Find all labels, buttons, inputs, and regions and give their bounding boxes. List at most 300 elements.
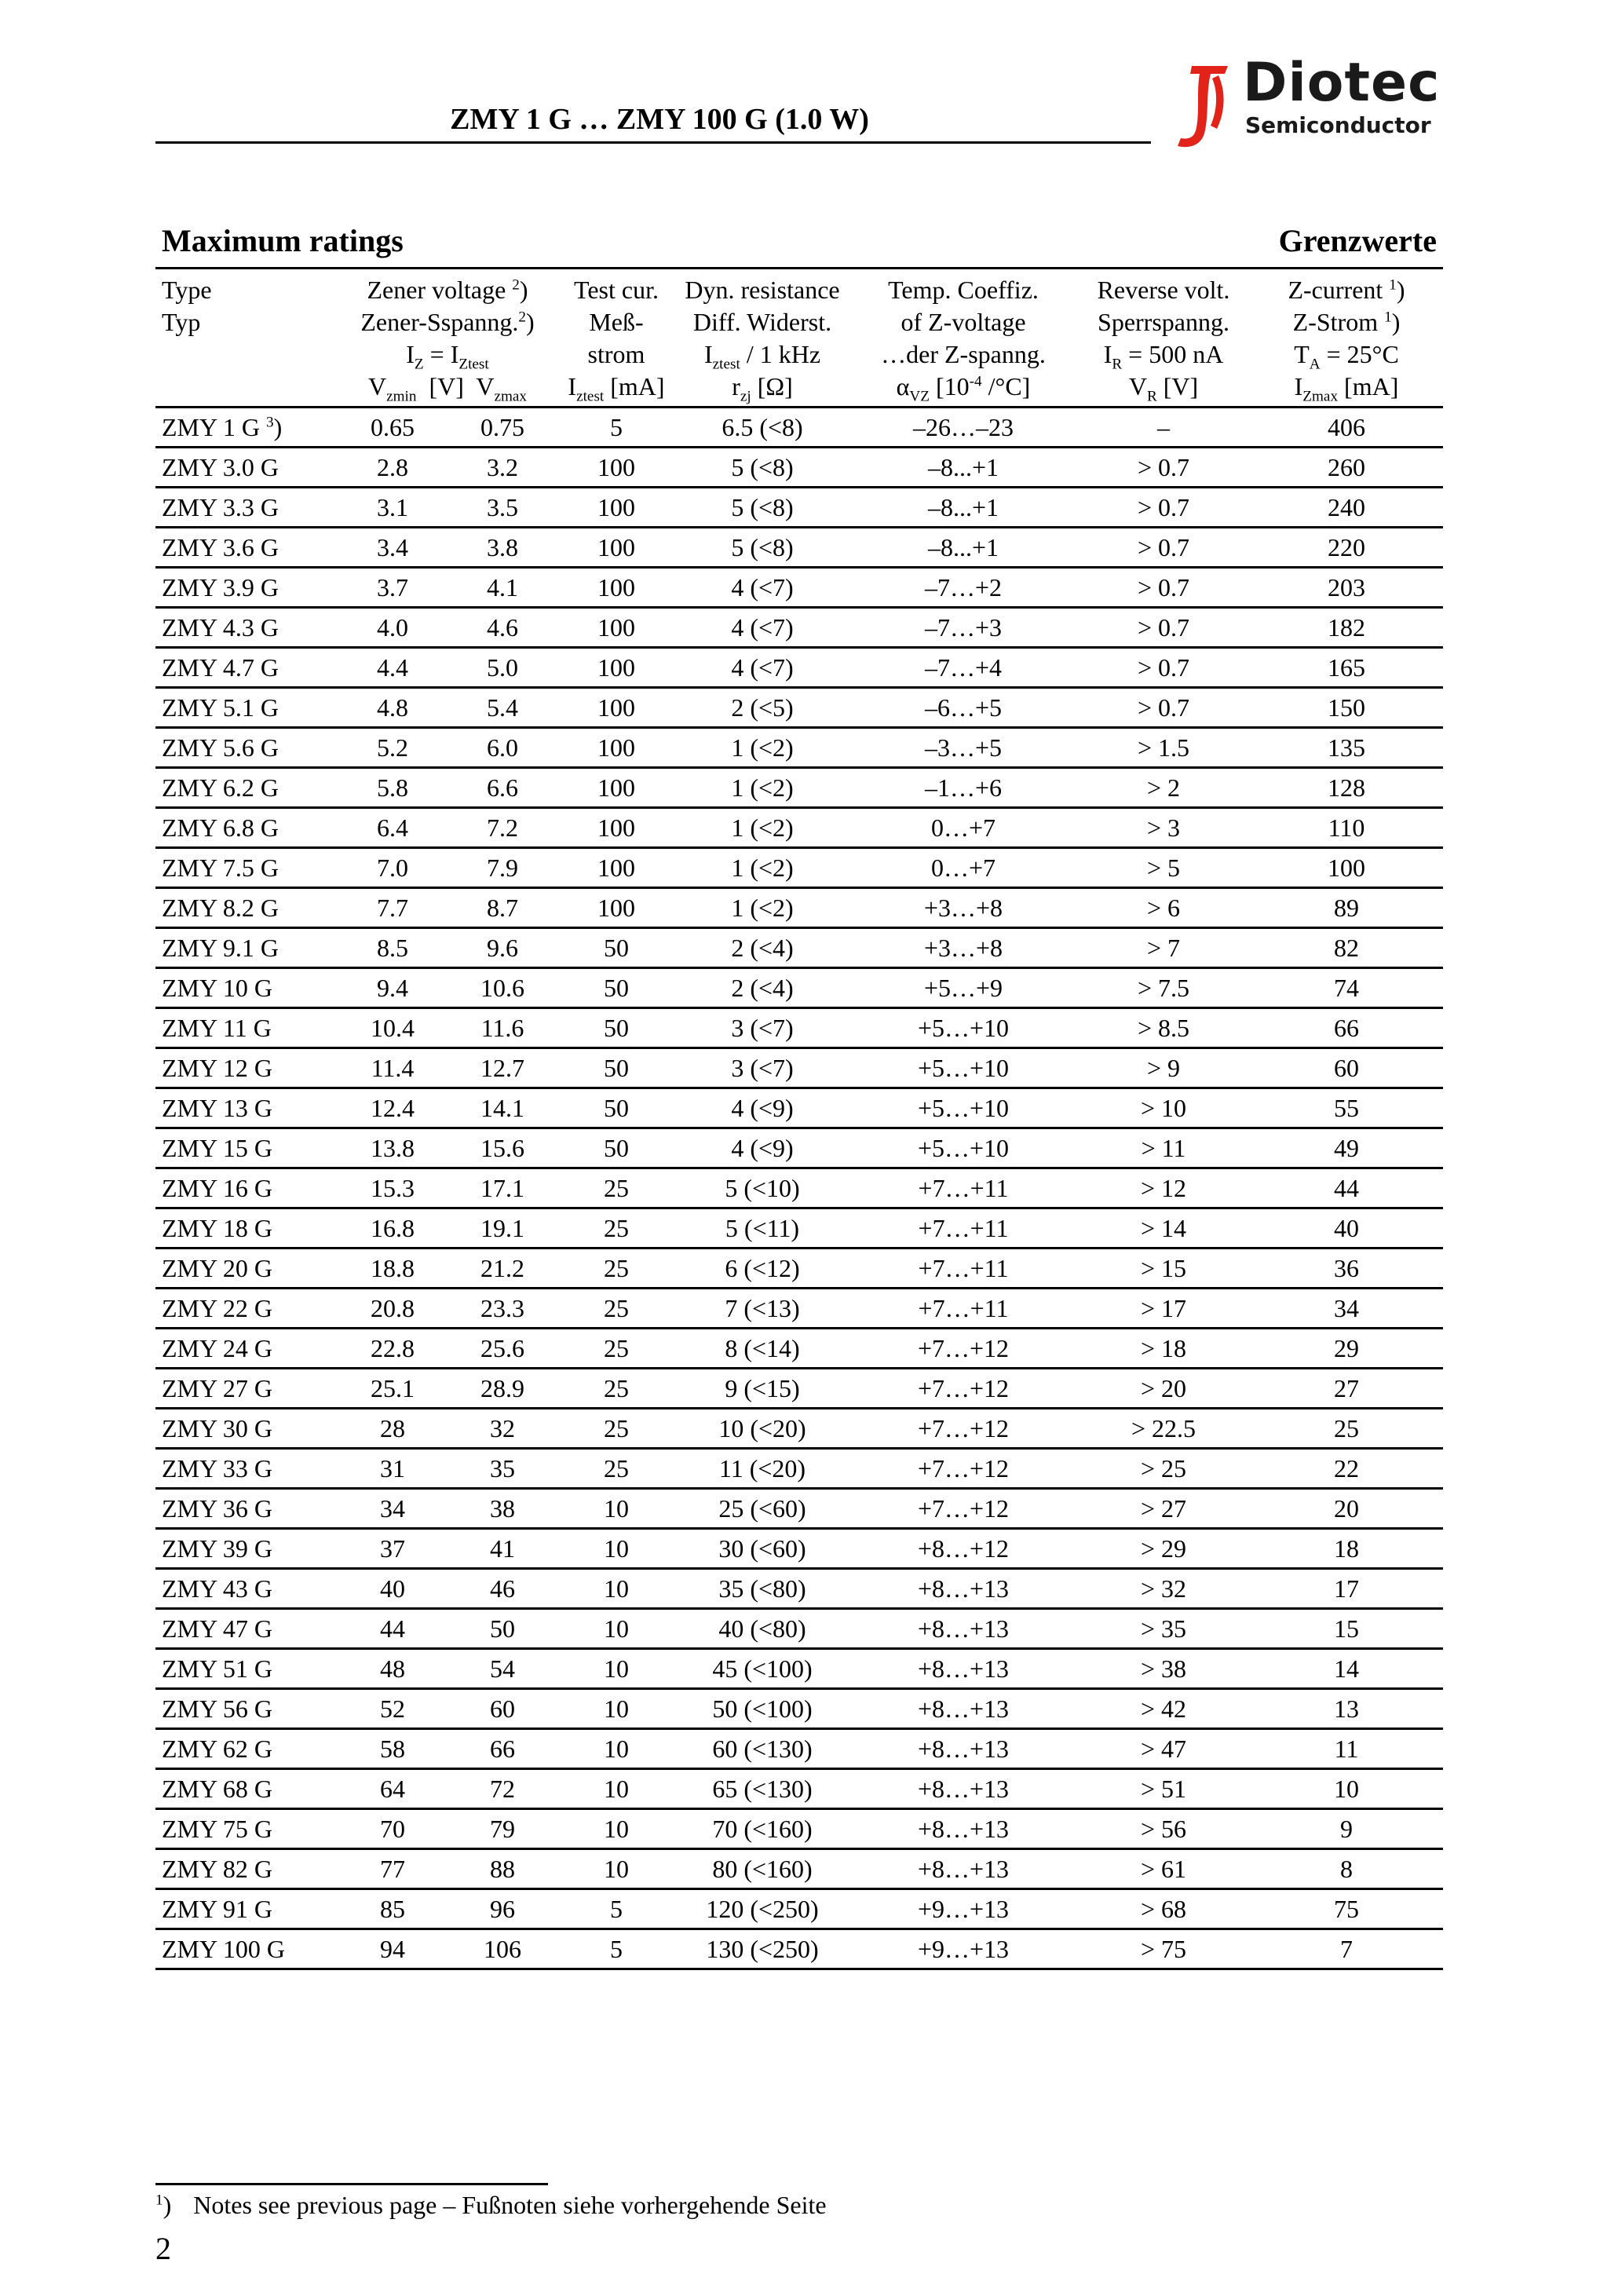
table-row (155, 448, 1443, 488)
cell-temp-coeff: –7…+4 (849, 648, 1077, 688)
cell-vz-min: 40 (338, 1569, 448, 1609)
cell-z-current: 406 (1250, 408, 1443, 448)
cell-vz-min: 48 (338, 1649, 448, 1689)
header-rev-units: $V_R$ [V] (1128, 372, 1199, 405)
cell-vz-min: 9.4 (338, 968, 448, 1008)
cell-test-current: 10 (557, 1849, 675, 1889)
cell-vz-max: 8.7 (448, 888, 557, 928)
header-dyn-condition: $I_{ztest} / 1$ kHz (703, 340, 821, 373)
cell-z-current: 44 (1250, 1168, 1443, 1208)
cell-reverse-voltage: > 5 (1077, 848, 1250, 888)
cell-vz-min: 0.65 (338, 408, 448, 448)
header-test-en: Test cur. (574, 276, 659, 304)
cell-type: ZMY 3.0 G (155, 448, 338, 488)
cell-type: ZMY 75 G (155, 1809, 338, 1849)
cell-reverse-voltage: > 15 (1077, 1249, 1250, 1289)
table-row (155, 568, 1443, 608)
cell-dyn-resistance: 10 (<20) (675, 1409, 849, 1449)
cell-vz-max: 6.0 (448, 728, 557, 768)
cell-z-current: 66 (1250, 1008, 1443, 1048)
header-zener-de: Zener-Sspanng.$^2$) (360, 308, 535, 336)
cell-vz-max: 3.8 (448, 528, 557, 568)
cell-z-current: 36 (1250, 1249, 1443, 1289)
cell-z-current: 8 (1250, 1849, 1443, 1889)
cell-z-current: 182 (1250, 608, 1443, 648)
header-z-current (1250, 269, 1443, 408)
cell-vz-min: 70 (338, 1809, 448, 1849)
cell-temp-coeff: +3…+8 (849, 888, 1077, 928)
cell-type: ZMY 68 G (155, 1769, 338, 1809)
cell-dyn-resistance: 2 (<5) (675, 688, 849, 728)
cell-temp-coeff: 0…+7 (849, 808, 1077, 848)
table-row (155, 1689, 1443, 1729)
cell-vz-max: 6.6 (448, 768, 557, 808)
cell-temp-coeff: +7…+11 (849, 1249, 1077, 1289)
cell-test-current: 10 (557, 1769, 675, 1809)
cell-vz-min: 28 (338, 1409, 448, 1449)
cell-z-current: 11 (1250, 1729, 1443, 1769)
header-rev-condition: $I_R = 500$ nA (1103, 340, 1224, 373)
cell-dyn-resistance: 1 (<2) (675, 728, 849, 768)
cell-dyn-resistance: 5 (<10) (675, 1168, 849, 1208)
cell-vz-max: 32 (448, 1409, 557, 1449)
cell-z-current: 55 (1250, 1088, 1443, 1128)
cell-reverse-voltage: > 32 (1077, 1569, 1250, 1609)
cell-reverse-voltage: > 68 (1077, 1889, 1250, 1929)
cell-z-current: 135 (1250, 728, 1443, 768)
cell-vz-min: 3.1 (338, 488, 448, 528)
cell-reverse-voltage: > 2 (1077, 768, 1250, 808)
cell-vz-min: 18.8 (338, 1249, 448, 1289)
cell-dyn-resistance: 4 (<7) (675, 608, 849, 648)
cell-vz-max: 19.1 (448, 1208, 557, 1249)
cell-type: ZMY 82 G (155, 1849, 338, 1889)
cell-temp-coeff: –26…–23 (849, 408, 1077, 448)
cell-z-current: 17 (1250, 1569, 1443, 1609)
cell-vz-max: 5.4 (448, 688, 557, 728)
cell-vz-max: 66 (448, 1729, 557, 1769)
cell-dyn-resistance: 5 (<11) (675, 1208, 849, 1249)
cell-test-current: 25 (557, 1409, 675, 1449)
cell-vz-max: 7.2 (448, 808, 557, 848)
cell-dyn-resistance: 45 (<100) (675, 1649, 849, 1689)
cell-reverse-voltage: > 0.7 (1077, 688, 1250, 728)
cell-vz-min: 20.8 (338, 1289, 448, 1329)
cell-test-current: 100 (557, 888, 675, 928)
cell-reverse-voltage: > 0.7 (1077, 488, 1250, 528)
cell-type: ZMY 47 G (155, 1609, 338, 1649)
cell-z-current: 40 (1250, 1208, 1443, 1249)
cell-vz-max: 10.6 (448, 968, 557, 1008)
cell-vz-max: 4.1 (448, 568, 557, 608)
cell-test-current: 10 (557, 1729, 675, 1769)
cell-type: ZMY 24 G (155, 1329, 338, 1369)
cell-z-current: 110 (1250, 808, 1443, 848)
cell-z-current: 29 (1250, 1329, 1443, 1369)
cell-vz-max: 60 (448, 1689, 557, 1729)
cell-test-current: 100 (557, 528, 675, 568)
cell-temp-coeff: +8…+13 (849, 1609, 1077, 1649)
cell-type: ZMY 4.3 G (155, 608, 338, 648)
cell-dyn-resistance: 40 (<80) (675, 1609, 849, 1649)
cell-temp-coeff: 0…+7 (849, 848, 1077, 888)
cell-test-current: 5 (557, 1929, 675, 1969)
cell-type: ZMY 6.8 G (155, 808, 338, 848)
header-temp-coeff (849, 269, 1077, 408)
table-row (155, 688, 1443, 728)
cell-temp-coeff: +8…+13 (849, 1729, 1077, 1769)
cell-vz-max: 9.6 (448, 928, 557, 968)
header-dyn-units: $r_{zj}$ [Ω] (732, 372, 793, 405)
cell-z-current: 20 (1250, 1489, 1443, 1529)
cell-dyn-resistance: 8 (<14) (675, 1329, 849, 1369)
table-row (155, 1128, 1443, 1168)
cell-reverse-voltage: > 35 (1077, 1609, 1250, 1649)
cell-dyn-resistance: 130 (<250) (675, 1929, 849, 1969)
cell-reverse-voltage: > 9 (1077, 1048, 1250, 1088)
cell-reverse-voltage: > 0.7 (1077, 568, 1250, 608)
cell-type: ZMY 56 G (155, 1689, 338, 1729)
cell-temp-coeff: +8…+12 (849, 1529, 1077, 1569)
table-row (155, 1769, 1443, 1809)
cell-vz-max: 15.6 (448, 1128, 557, 1168)
cell-type: ZMY 20 G (155, 1249, 338, 1289)
cell-vz-min: 10.4 (338, 1008, 448, 1048)
cell-z-current: 89 (1250, 888, 1443, 928)
cell-dyn-resistance: 120 (<250) (675, 1889, 849, 1929)
header-dyn-en: Dyn. resistance (685, 276, 840, 304)
cell-dyn-resistance: 25 (<60) (675, 1489, 849, 1529)
cell-temp-coeff: –1…+6 (849, 768, 1077, 808)
cell-temp-coeff: –7…+3 (849, 608, 1077, 648)
header-zcur-de: Z-Strom $^1$) (1292, 308, 1401, 336)
cell-reverse-voltage: > 22.5 (1077, 1409, 1250, 1449)
cell-temp-coeff: +9…+13 (849, 1929, 1077, 1969)
cell-vz-min: 5.2 (338, 728, 448, 768)
cell-reverse-voltage: > 61 (1077, 1849, 1250, 1889)
cell-temp-coeff: +7…+12 (849, 1409, 1077, 1449)
cell-dyn-resistance: 2 (<4) (675, 928, 849, 968)
cell-dyn-resistance: 6.5 (<8) (675, 408, 849, 448)
cell-temp-coeff: +7…+12 (849, 1329, 1077, 1369)
cell-temp-coeff: +3…+8 (849, 928, 1077, 968)
cell-dyn-resistance: 30 (<60) (675, 1529, 849, 1569)
cell-temp-coeff: +8…+13 (849, 1769, 1077, 1809)
table-row (155, 1168, 1443, 1208)
cell-vz-min: 3.7 (338, 568, 448, 608)
cell-reverse-voltage: – (1077, 408, 1250, 448)
cell-vz-min: 77 (338, 1849, 448, 1889)
cell-vz-min: 7.0 (338, 848, 448, 888)
cell-dyn-resistance: 2 (<4) (675, 968, 849, 1008)
cell-z-current: 203 (1250, 568, 1443, 608)
cell-test-current: 25 (557, 1369, 675, 1409)
cell-vz-max: 25.6 (448, 1329, 557, 1369)
cell-temp-coeff: +8…+13 (849, 1849, 1077, 1889)
table-row (155, 528, 1443, 568)
table-row (155, 648, 1443, 688)
row-note-mark: 3 (266, 414, 274, 431)
table-row (155, 1208, 1443, 1249)
cell-vz-min: 6.4 (338, 808, 448, 848)
cell-test-current: 10 (557, 1489, 675, 1529)
cell-reverse-voltage: > 14 (1077, 1208, 1250, 1249)
cell-dyn-resistance: 35 (<80) (675, 1569, 849, 1609)
table-row (155, 1289, 1443, 1329)
cell-type: ZMY 22 G (155, 1289, 338, 1329)
cell-vz-min: 85 (338, 1889, 448, 1929)
section-title-de: Grenzwerte (1278, 223, 1437, 258)
cell-test-current: 50 (557, 1088, 675, 1128)
cell-dyn-resistance: 4 (<7) (675, 648, 849, 688)
cell-vz-min: 5.8 (338, 768, 448, 808)
cell-vz-max: 79 (448, 1809, 557, 1849)
header-temp-en-2: of Z-voltage (901, 308, 1026, 336)
cell-dyn-resistance: 6 (<12) (675, 1249, 849, 1289)
cell-dyn-resistance: 4 (<9) (675, 1088, 849, 1128)
table-row (155, 1249, 1443, 1289)
cell-vz-min: 25.1 (338, 1369, 448, 1409)
cell-temp-coeff: +7…+11 (849, 1168, 1077, 1208)
table-row (155, 1369, 1443, 1409)
cell-dyn-resistance: 7 (<13) (675, 1289, 849, 1329)
cell-vz-min: 94 (338, 1929, 448, 1969)
cell-vz-min: 11.4 (338, 1048, 448, 1088)
cell-reverse-voltage: > 18 (1077, 1329, 1250, 1369)
cell-reverse-voltage: > 27 (1077, 1489, 1250, 1529)
cell-vz-min: 4.8 (338, 688, 448, 728)
cell-vz-max: 72 (448, 1769, 557, 1809)
cell-vz-max: 88 (448, 1849, 557, 1889)
cell-temp-coeff: +5…+10 (849, 1008, 1077, 1048)
header-type (155, 269, 338, 408)
header-test-current (557, 269, 675, 408)
cell-vz-min: 13.8 (338, 1128, 448, 1168)
table-row (155, 1088, 1443, 1128)
cell-type: ZMY 7.5 G (155, 848, 338, 888)
header-reverse-voltage (1077, 269, 1250, 408)
cell-z-current: 14 (1250, 1649, 1443, 1689)
header-type-de: Typ (162, 308, 201, 336)
section-title-en: Maximum ratings (162, 223, 404, 258)
cell-vz-min: 7.7 (338, 888, 448, 928)
cell-z-current: 220 (1250, 528, 1443, 568)
table-row (155, 928, 1443, 968)
header-test-de: Meß- (589, 308, 644, 336)
cell-reverse-voltage: > 0.7 (1077, 528, 1250, 568)
cell-reverse-voltage: > 42 (1077, 1689, 1250, 1729)
cell-vz-min: 4.4 (338, 648, 448, 688)
table-header-row (155, 269, 1443, 408)
cell-z-current: 165 (1250, 648, 1443, 688)
cell-type: ZMY 5.1 G (155, 688, 338, 728)
cell-reverse-voltage: > 7.5 (1077, 968, 1250, 1008)
cell-vz-min: 12.4 (338, 1088, 448, 1128)
cell-reverse-voltage: > 3 (1077, 808, 1250, 848)
brand-name: Diotec (1243, 52, 1441, 114)
table-row (155, 1489, 1443, 1529)
cell-vz-min: 37 (338, 1529, 448, 1569)
cell-test-current: 100 (557, 728, 675, 768)
cell-vz-max: 3.2 (448, 448, 557, 488)
cell-type: ZMY 5.6 G (155, 728, 338, 768)
cell-z-current: 150 (1250, 688, 1443, 728)
cell-vz-max: 41 (448, 1529, 557, 1569)
cell-test-current: 50 (557, 1048, 675, 1088)
cell-temp-coeff: +5…+10 (849, 1048, 1077, 1088)
cell-test-current: 10 (557, 1529, 675, 1569)
cell-test-current: 25 (557, 1289, 675, 1329)
cell-z-current: 75 (1250, 1889, 1443, 1929)
cell-test-current: 10 (557, 1689, 675, 1729)
cell-dyn-resistance: 3 (<7) (675, 1008, 849, 1048)
table-row (155, 1849, 1443, 1889)
table-row (155, 968, 1443, 1008)
table-row (155, 1048, 1443, 1088)
diotec-logo-icon (1170, 61, 1240, 152)
cell-vz-min: 52 (338, 1689, 448, 1729)
cell-temp-coeff: +8…+13 (849, 1809, 1077, 1849)
cell-test-current: 100 (557, 448, 675, 488)
cell-test-current: 100 (557, 568, 675, 608)
header-temp-units: $\alpha_{VZ}$ [$10^{-4}$ /°C] (896, 372, 1031, 405)
cell-vz-max: 4.6 (448, 608, 557, 648)
header-zcur-en: Z-current $^1$) (1288, 276, 1405, 304)
cell-vz-max: 7.9 (448, 848, 557, 888)
header-test-de-2: strom (587, 340, 645, 368)
cell-z-current: 60 (1250, 1048, 1443, 1088)
cell-vz-min: 22.8 (338, 1329, 448, 1369)
cell-test-current: 100 (557, 688, 675, 728)
cell-vz-min: 64 (338, 1769, 448, 1809)
cell-dyn-resistance: 4 (<9) (675, 1128, 849, 1168)
cell-vz-min: 4.0 (338, 608, 448, 648)
cell-type: ZMY 13 G (155, 1088, 338, 1128)
cell-vz-max: 0.75 (448, 408, 557, 448)
page-number: 2 (155, 2231, 171, 2266)
table-row (155, 1449, 1443, 1489)
diotec-logo (1170, 52, 1452, 152)
cell-test-current: 50 (557, 1128, 675, 1168)
cell-test-current: 50 (557, 928, 675, 968)
cell-z-current: 34 (1250, 1289, 1443, 1329)
cell-test-current: 25 (557, 1449, 675, 1489)
cell-vz-min: 8.5 (338, 928, 448, 968)
cell-dyn-resistance: 11 (<20) (675, 1449, 849, 1489)
cell-reverse-voltage: > 75 (1077, 1929, 1250, 1969)
cell-type: ZMY 33 G (155, 1449, 338, 1489)
cell-test-current: 100 (557, 608, 675, 648)
cell-type: ZMY 3.9 G (155, 568, 338, 608)
cell-test-current: 25 (557, 1249, 675, 1289)
cell-z-current: 25 (1250, 1409, 1443, 1449)
cell-reverse-voltage: > 11 (1077, 1128, 1250, 1168)
cell-temp-coeff: +9…+13 (849, 1889, 1077, 1929)
table-row (155, 848, 1443, 888)
ratings-table (155, 269, 1443, 1970)
table-row (155, 1569, 1443, 1609)
table-row (155, 768, 1443, 808)
cell-reverse-voltage: > 47 (1077, 1729, 1250, 1769)
header-zener-units: $V_{zmin}$ [V] $V_{zmax}$ (368, 372, 527, 405)
footnote-rule (155, 2183, 548, 2185)
cell-dyn-resistance: 60 (<130) (675, 1729, 849, 1769)
cell-dyn-resistance: 5 (<8) (675, 528, 849, 568)
cell-type: ZMY 100 G (155, 1929, 338, 1969)
table-row (155, 1649, 1443, 1689)
cell-dyn-resistance: 1 (<2) (675, 848, 849, 888)
cell-reverse-voltage: > 38 (1077, 1649, 1250, 1689)
cell-temp-coeff: +7…+12 (849, 1489, 1077, 1529)
cell-test-current: 25 (557, 1168, 675, 1208)
cell-z-current: 74 (1250, 968, 1443, 1008)
cell-temp-coeff: +8…+13 (849, 1649, 1077, 1689)
cell-vz-max: 50 (448, 1609, 557, 1649)
cell-type: ZMY 30 G (155, 1409, 338, 1449)
cell-reverse-voltage: > 7 (1077, 928, 1250, 968)
cell-vz-max: 12.7 (448, 1048, 557, 1088)
cell-reverse-voltage: > 12 (1077, 1168, 1250, 1208)
cell-type: ZMY 12 G (155, 1048, 338, 1088)
header-zener-voltage (338, 269, 557, 408)
cell-vz-max: 14.1 (448, 1088, 557, 1128)
cell-reverse-voltage: > 17 (1077, 1289, 1250, 1329)
cell-z-current: 240 (1250, 488, 1443, 528)
cell-vz-max: 28.9 (448, 1369, 557, 1409)
cell-temp-coeff: +8…+13 (849, 1689, 1077, 1729)
cell-vz-min: 15.3 (338, 1168, 448, 1208)
cell-vz-max: 5.0 (448, 648, 557, 688)
cell-reverse-voltage: > 0.7 (1077, 648, 1250, 688)
cell-temp-coeff: –3…+5 (849, 728, 1077, 768)
table-row (155, 888, 1443, 928)
header-zener-condition: $I_Z = I_{Ztest}$ (406, 340, 489, 373)
cell-type: ZMY 9.1 G (155, 928, 338, 968)
cell-temp-coeff: +7…+11 (849, 1208, 1077, 1249)
cell-dyn-resistance: 5 (<8) (675, 488, 849, 528)
document-title: ZMY 1 G … ZMY 100 G (1.0 W) (450, 103, 869, 136)
cell-test-current: 5 (557, 1889, 675, 1929)
cell-test-current: 10 (557, 1609, 675, 1649)
header-dyn-resistance (675, 269, 849, 408)
table-row (155, 1329, 1443, 1369)
header-type-en: Type (162, 276, 212, 304)
cell-vz-min: 58 (338, 1729, 448, 1769)
cell-dyn-resistance: 50 (<100) (675, 1689, 849, 1729)
cell-reverse-voltage: > 6 (1077, 888, 1250, 928)
cell-type: ZMY 3.6 G (155, 528, 338, 568)
cell-type: ZMY 16 G (155, 1168, 338, 1208)
cell-vz-min: 3.4 (338, 528, 448, 568)
header-zcur-units: $I_{Zmax}$ [mA] (1294, 372, 1399, 405)
cell-temp-coeff: –8...+1 (849, 488, 1077, 528)
header-test-units: $I_{ztest}$ [mA] (568, 372, 665, 405)
cell-dyn-resistance: 70 (<160) (675, 1809, 849, 1849)
cell-type: ZMY 36 G (155, 1489, 338, 1529)
cell-dyn-resistance: 80 (<160) (675, 1849, 849, 1889)
cell-reverse-voltage: > 8.5 (1077, 1008, 1250, 1048)
cell-z-current: 128 (1250, 768, 1443, 808)
cell-vz-min: 16.8 (338, 1208, 448, 1249)
table-row (155, 1529, 1443, 1569)
table-row (155, 1609, 1443, 1649)
cell-test-current: 25 (557, 1329, 675, 1369)
cell-type: ZMY 39 G (155, 1529, 338, 1569)
cell-temp-coeff: –7…+2 (849, 568, 1077, 608)
cell-test-current: 25 (557, 1208, 675, 1249)
cell-vz-max: 106 (448, 1929, 557, 1969)
cell-temp-coeff: –8...+1 (849, 448, 1077, 488)
